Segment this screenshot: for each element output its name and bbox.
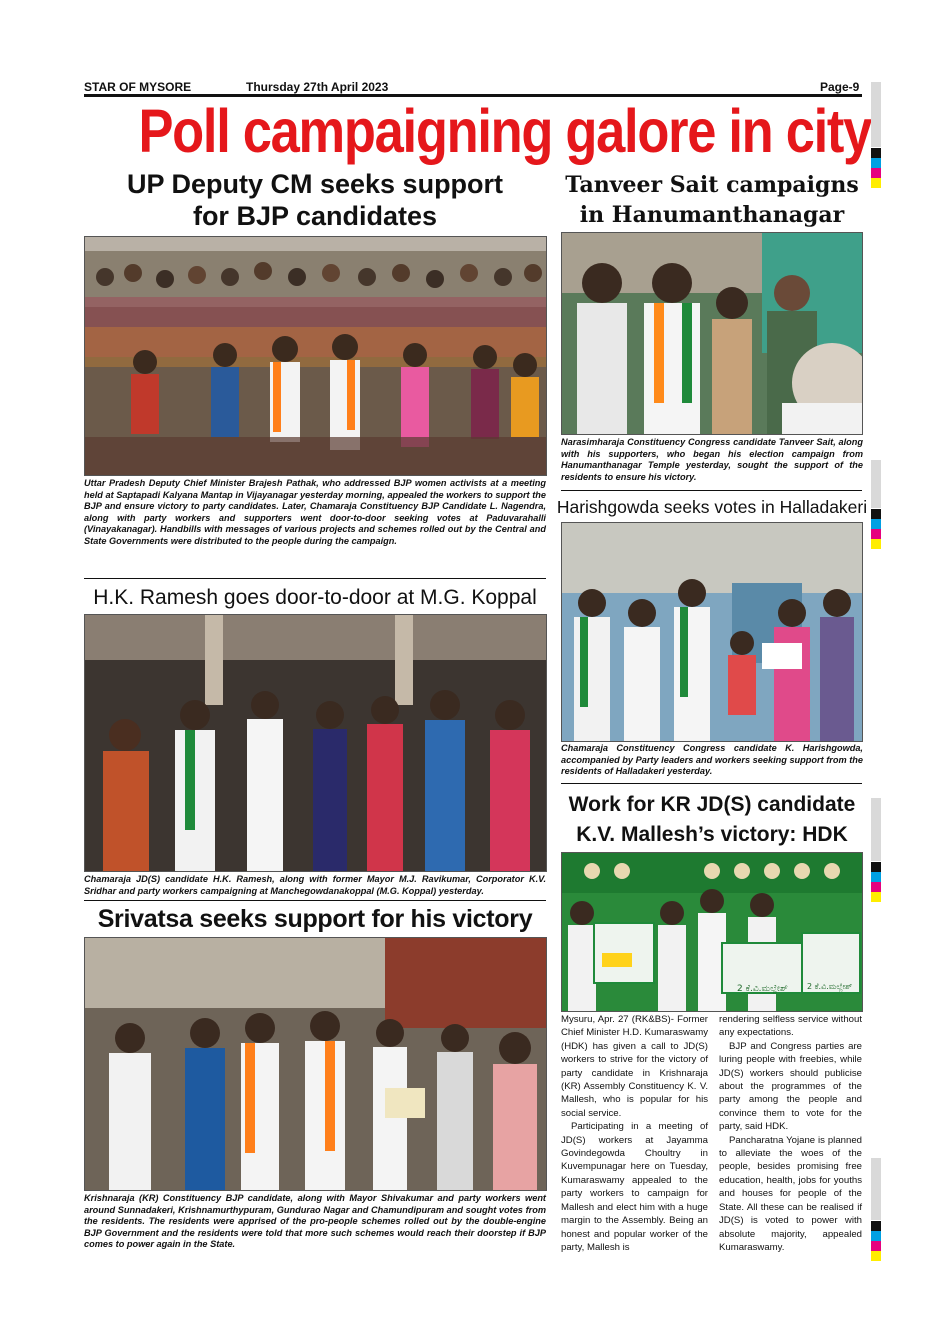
story1-rule <box>84 578 546 579</box>
story5-photo <box>561 522 863 742</box>
story4-rule <box>561 490 862 491</box>
story6-paragraph: Pancharatna Yojane is planned to alleviate the woes of the people, besides promising free education, health, jobs for youths and houses for people of the State. All these can be realised if JD(S) is voted to power with absolute majority, appealed Kumaraswamy. <box>719 1134 862 1253</box>
story6-headline-line1: Work for KR JD(S) candidate <box>568 793 856 816</box>
story6-paragraph: rendering selfless service without any expectations. <box>719 1014 862 1039</box>
print-margin-strip <box>871 1158 881 1220</box>
story6-headline <box>556 790 868 850</box>
story2-photo <box>84 614 547 872</box>
print-margin-strip <box>871 798 881 861</box>
story6-headline-line2: K.V. Mallesh’s victory: HDK <box>576 823 848 846</box>
story4-headline-line1: Tanveer Sait campaigns <box>565 172 859 198</box>
cmyk-registration-mark <box>871 509 881 549</box>
story2-headline: H.K. Ramesh goes door-to-door at M.G. Koppal <box>93 586 537 609</box>
page-banner-headline: Poll campaigning galore in city <box>138 97 871 165</box>
story3-headline: Srivatsa seeks support for his victory <box>97 905 533 933</box>
paper-name: STAR OF MYSORE <box>84 80 192 94</box>
page-number: Page-9 <box>820 80 860 94</box>
story6-body-col2 <box>719 1013 862 1254</box>
story5-caption: Chamaraja Constituency Congress candidate K. Harishgowda, accompanied by Party leaders and workers seeking support from the residents of Halladakeri yesterday. <box>561 743 863 777</box>
print-margin-strip <box>871 460 881 508</box>
story4-headline <box>556 170 868 230</box>
story5-headline: Harishgowda seeks votes in Halladakeri <box>556 497 868 517</box>
story1-headline-line1: UP Deputy CM seeks support <box>126 169 504 199</box>
print-margin-strip <box>871 82 881 147</box>
story1-headline-line2: for BJP candidates <box>192 201 438 231</box>
story4-caption: Narasimharaja Constituency Congress candidate Tanveer Sait, along with his supporters, who began his election campaign from Hanumanthanagar Temple yesterday, sought the support of the residents to ensure his victory. <box>561 437 863 482</box>
story4-photo <box>561 232 863 435</box>
story3-photo <box>84 937 547 1191</box>
cmyk-registration-mark <box>871 1221 881 1261</box>
story2-rule <box>84 900 546 901</box>
story5-rule <box>561 783 862 784</box>
photo-banner-text-1: 2 ಕೆ.ವಿ.ಮಲ್ಲೇಶ್ <box>737 984 788 994</box>
story6-body-col1 <box>561 1013 708 1254</box>
story6-paragraph: Participating in a meeting of JD(S) workers at Jayamma Govindegowda Choultry in Kuvempunagar here on Tuesday, Kumaraswamy appealed to the party workers to campaign for Mallesh and elect him with a huge margin to the Assembly. Being an honest and popular worker of the party, Mallesh is <box>561 1121 708 1253</box>
story2-caption: Chamaraja JD(S) candidate H.K. Ramesh, along with former Mayor M.J. Ravikumar, Corporator K.V. Sridhar and party workers campaigning at Manchegowdanakoppal (M.G. Koppal) yesterday. <box>84 874 546 896</box>
issue-date: Thursday 27th April 2023 <box>246 80 389 94</box>
cmyk-registration-mark <box>871 148 881 188</box>
story6-paragraph: Mysuru, Apr. 27 (RK&BS)- Former Chief Minister H.D. Kumaraswamy (HDK) has given a call to JD(S) workers to strive for the victory of party candidate in Krishnaraja (KR) Assembly Constituency K. V. Mallesh, who is popular for his social service. <box>561 1014 708 1119</box>
story6-photo <box>561 852 863 1012</box>
photo-banner-text-2: 2 ಕೆ.ವಿ.ಮಲ್ಲೇಶ್ <box>807 982 853 991</box>
story1-caption: Uttar Pradesh Deputy Chief Minister Brajesh Pathak, who addressed BJP women activists at a meeting held at Saptapadi Kalyana Mantap in Vijayanagar yesterday morning, appealed the workers to support the BJP and ensure victory to party candidates. Later, Chamaraja Constituency BJP Candidate L. Nagendra, along with party workers and supporters went door-to-door seeking votes at Paduvarahalli (Vinayakanagar). Handbills with messages of various projects and schemes rolled out by the Central and State Governments were distributed to the people during the campaign. <box>84 478 546 546</box>
story6-paragraph: BJP and Congress parties are luring people with freebies, while JD(S) workers should publicise about the programmes of the party among the people and convince them to vote for the party, said HDK. <box>719 1040 862 1133</box>
story4-headline-line2: in Hanumanthanagar <box>579 202 845 228</box>
story1-photo <box>84 236 547 476</box>
story3-caption: Krishnaraja (KR) Constituency BJP candidate, along with Mayor Shivakumar and party workers went around Sunnadakeri, Krishnamurthypuram, Gundurao Nagar and Chamundipuram and sought votes from the residents. The residents were apprised of the pro-people schemes rolled out by the double-engine BJP Government and the residents were told that more such schemes would reach their doorstep if BJP comes to power again in the State. <box>84 1193 546 1250</box>
cmyk-registration-mark <box>871 862 881 902</box>
story1-headline <box>84 168 546 232</box>
